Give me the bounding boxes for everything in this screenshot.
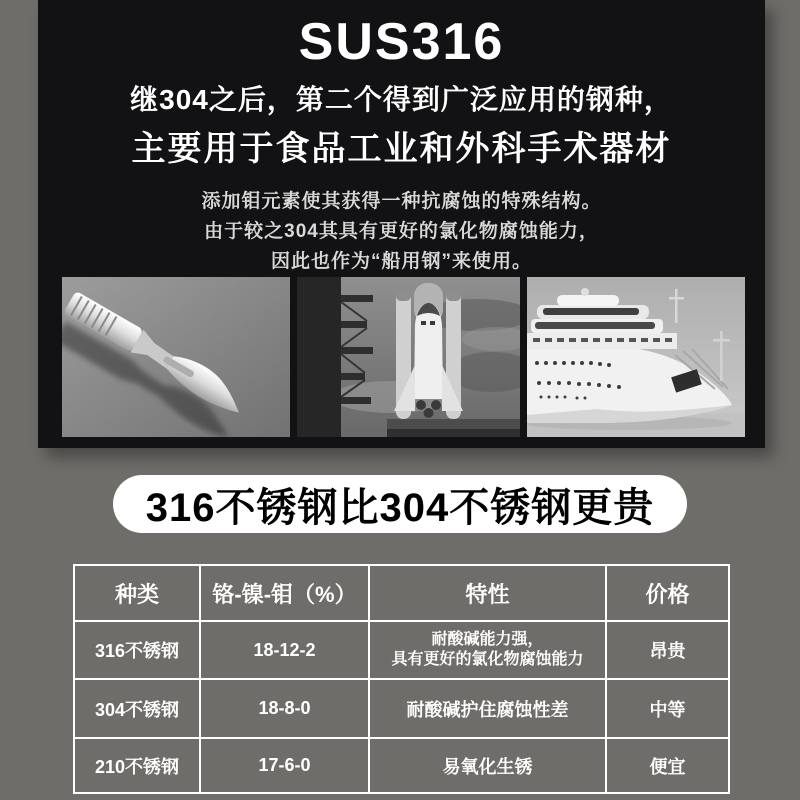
table-header-feature: 特性 bbox=[369, 565, 606, 621]
steel-comparison-table bbox=[73, 564, 730, 794]
scalpel-photo bbox=[62, 277, 290, 437]
cell-price: 便宜 bbox=[606, 738, 729, 793]
hero-subtitle-line2: 主要用于食品工业和外科手术器材 bbox=[131, 130, 672, 168]
cell-price: 中等 bbox=[606, 679, 729, 738]
cell-feature bbox=[369, 621, 606, 679]
claim-text: 316不锈钢比304不锈钢更贵 bbox=[145, 485, 655, 530]
hero-description-line3: 因此也作为“船用钢”来使用。 bbox=[270, 251, 532, 272]
cell-composition: 17-6-0 bbox=[200, 738, 369, 793]
cell-type: 210不锈钢 bbox=[74, 738, 200, 793]
feature-line: 耐酸碱能力强， bbox=[431, 631, 544, 648]
hero-description-line2: 由于较之304其具有更好的氯化物腐蚀能力， bbox=[204, 221, 599, 242]
cell-type: 304不锈钢 bbox=[74, 679, 200, 738]
page-title: SUS316 bbox=[298, 13, 505, 71]
photo-strip bbox=[62, 277, 745, 437]
hero-description bbox=[38, 187, 765, 277]
space-shuttle-photo bbox=[297, 277, 520, 437]
cell-feature: 耐酸碱护住腐蚀性差 bbox=[369, 679, 606, 738]
cell-composition: 18-8-0 bbox=[200, 679, 369, 738]
cell-feature: 易氧化生锈 bbox=[369, 738, 606, 793]
cruise-ship-photo bbox=[527, 277, 745, 437]
table-header-price: 价格 bbox=[606, 565, 729, 621]
cell-type: 316不锈钢 bbox=[74, 621, 200, 679]
claim-pill bbox=[113, 475, 687, 533]
cell-composition: 18-12-2 bbox=[200, 621, 369, 679]
hero-description-line1: 添加钼元素使其获得一种抗腐蚀的特殊结构。 bbox=[201, 191, 602, 212]
table-header-row bbox=[74, 565, 729, 621]
cell-price: 昂贵 bbox=[606, 621, 729, 679]
feature-line: 具有更好的氯化物腐蚀能力 bbox=[391, 651, 584, 668]
table-header-type: 种类 bbox=[74, 565, 200, 621]
hero-panel bbox=[38, 0, 765, 448]
table-header-composition: 铬-镍-钼（%） bbox=[200, 565, 369, 621]
table-row bbox=[74, 621, 729, 679]
table-row bbox=[74, 679, 729, 738]
table-row bbox=[74, 738, 729, 793]
hero-subtitle-line1: 继304之后，第二个得到广泛应用的钢种， bbox=[130, 84, 673, 115]
